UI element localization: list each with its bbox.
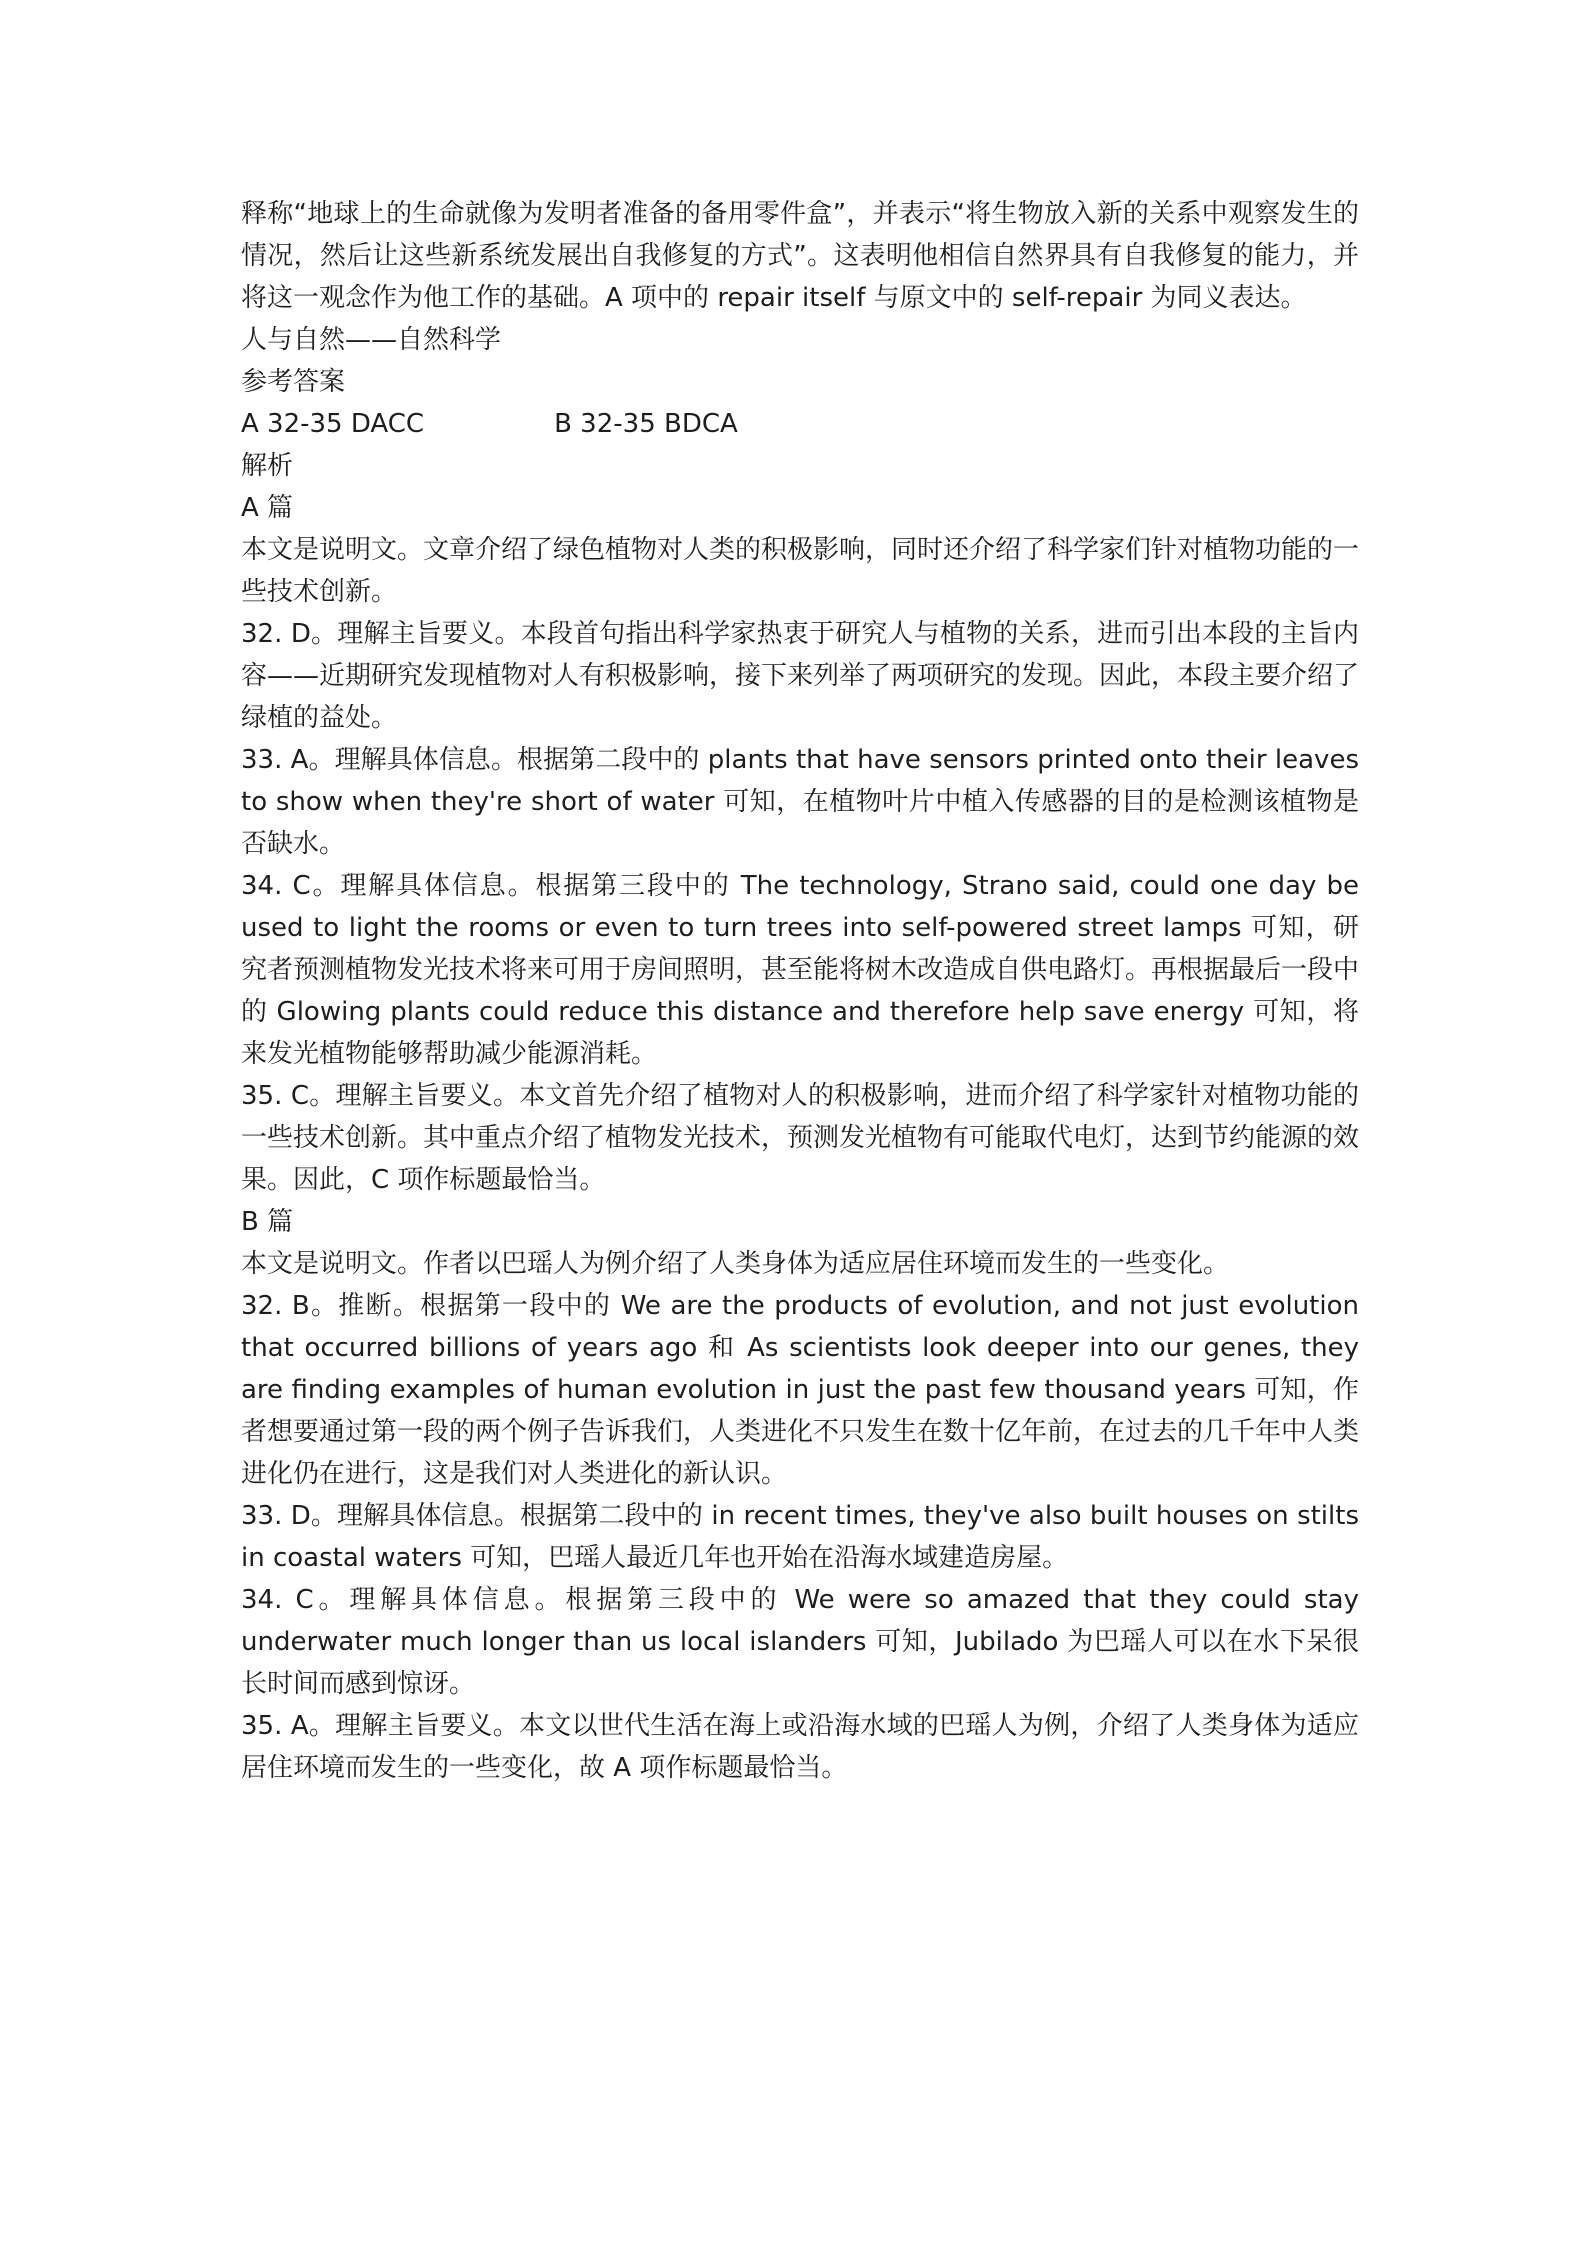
passage-a-item-34: 34. C。理解具体信息。根据第三段中的 The technology, Strano said, could one day be used to light the rooms or even to turn trees into self-powered street lamps 可知，研究者预测植物发光技术将来可用于房间照明，甚至能将树木改造成自供电路灯。再根据最后一段中的 Glowing plants could reduce this distance and therefore help save energy 可知，将来发光植物能够帮助减少能源消耗。 bbox=[241, 871, 1360, 1069]
section-theme-heading: 人与自然——自然科学 bbox=[241, 325, 502, 355]
document-body bbox=[241, 193, 1359, 1789]
reference-answers-heading: 参考答案 bbox=[241, 367, 346, 397]
passage-a-intro: 本文是说明文。文章介绍了绿色植物对人类的积极影响，同时还介绍了科学家们针对植物功能的一些技术创新。 bbox=[241, 535, 1360, 607]
answer-key-line bbox=[241, 403, 1359, 445]
analysis-heading: 解析 bbox=[241, 451, 294, 481]
passage-a-item-33: 33. A。理解具体信息。根据第二段中的 plants that have sensors printed onto their leaves to show when they're short of water 可知，在植物叶片中植入传感器的目的是检测该植物是否缺水。 bbox=[241, 745, 1359, 859]
passage-b-item-34: 34. C。理解具体信息。根据第三段中的 We were so amazed that they could stay underwater much longer than us local islanders 可知，Jubilado 为巴瑶人可以在水下呆很长时间而感到惊讶。 bbox=[241, 1585, 1359, 1699]
answer-key-a: A 32-35 DACC bbox=[241, 409, 425, 439]
passage-a-item-35: 35. C。理解主旨要义。本文首先介绍了植物对人的积极影响，进而介绍了科学家针对植物功能的一些技术创新。其中重点介绍了植物发光技术，预测发光植物有可能取代电灯，达到节约能源的效果。因此，C 项作标题最恰当。 bbox=[241, 1081, 1360, 1195]
continued-explanation-paragraph: 释称“地球上的生命就像为发明者准备的备用零件盒”，并表示“将生物放入新的关系中观察发生的情况，然后让这些新系统发展出自我修复的方式”。这表明他相信自然界具有自我修复的能力，并将这一观念作为他工作的基础。A 项中的 repair itself 与原文中的 self-repair 为同义表达。 bbox=[241, 199, 1359, 313]
passage-a-item-32: 32. D。理解主旨要义。本段首句指出科学家热衷于研究人与植物的关系，进而引出本段的主旨内容——近期研究发现植物对人有积极影响，接下来列举了两项研究的发现。因此，本段主要介绍了绿植的益处。 bbox=[241, 619, 1360, 733]
answer-key-b: B 32-35 BDCA bbox=[554, 409, 738, 439]
passage-b-intro: 本文是说明文。作者以巴瑶人为例介绍了人类身体为适应居住环境而发生的一些变化。 bbox=[241, 1249, 1230, 1279]
passage-b-item-32: 32. B。推断。根据第一段中的 We are the products of evolution, and not just evolution that occurred billions of years ago 和 As scientists look deeper into our genes, they are finding examples of human evolution in just the past few thousand years 可知，作者想要通过第一段的两个例子告诉我们，人类进化不只发生在数十亿年前，在过去的几千年中人类进化仍在进行，这是我们对人类进化的新认识。 bbox=[241, 1291, 1360, 1489]
passage-b-heading: B 篇 bbox=[241, 1207, 294, 1237]
passage-b-item-33: 33. D。理解具体信息。根据第二段中的 in recent times, they've also built houses on stilts in coastal waters 可知，巴瑶人最近几年也开始在沿海水域建造房屋。 bbox=[241, 1501, 1359, 1573]
passage-a-heading: A 篇 bbox=[241, 493, 294, 523]
passage-b-item-35: 35. A。理解主旨要义。本文以世代生活在海上或沿海水域的巴瑶人为例，介绍了人类身体为适应居住环境而发生的一些变化，故 A 项作标题最恰当。 bbox=[241, 1711, 1359, 1783]
